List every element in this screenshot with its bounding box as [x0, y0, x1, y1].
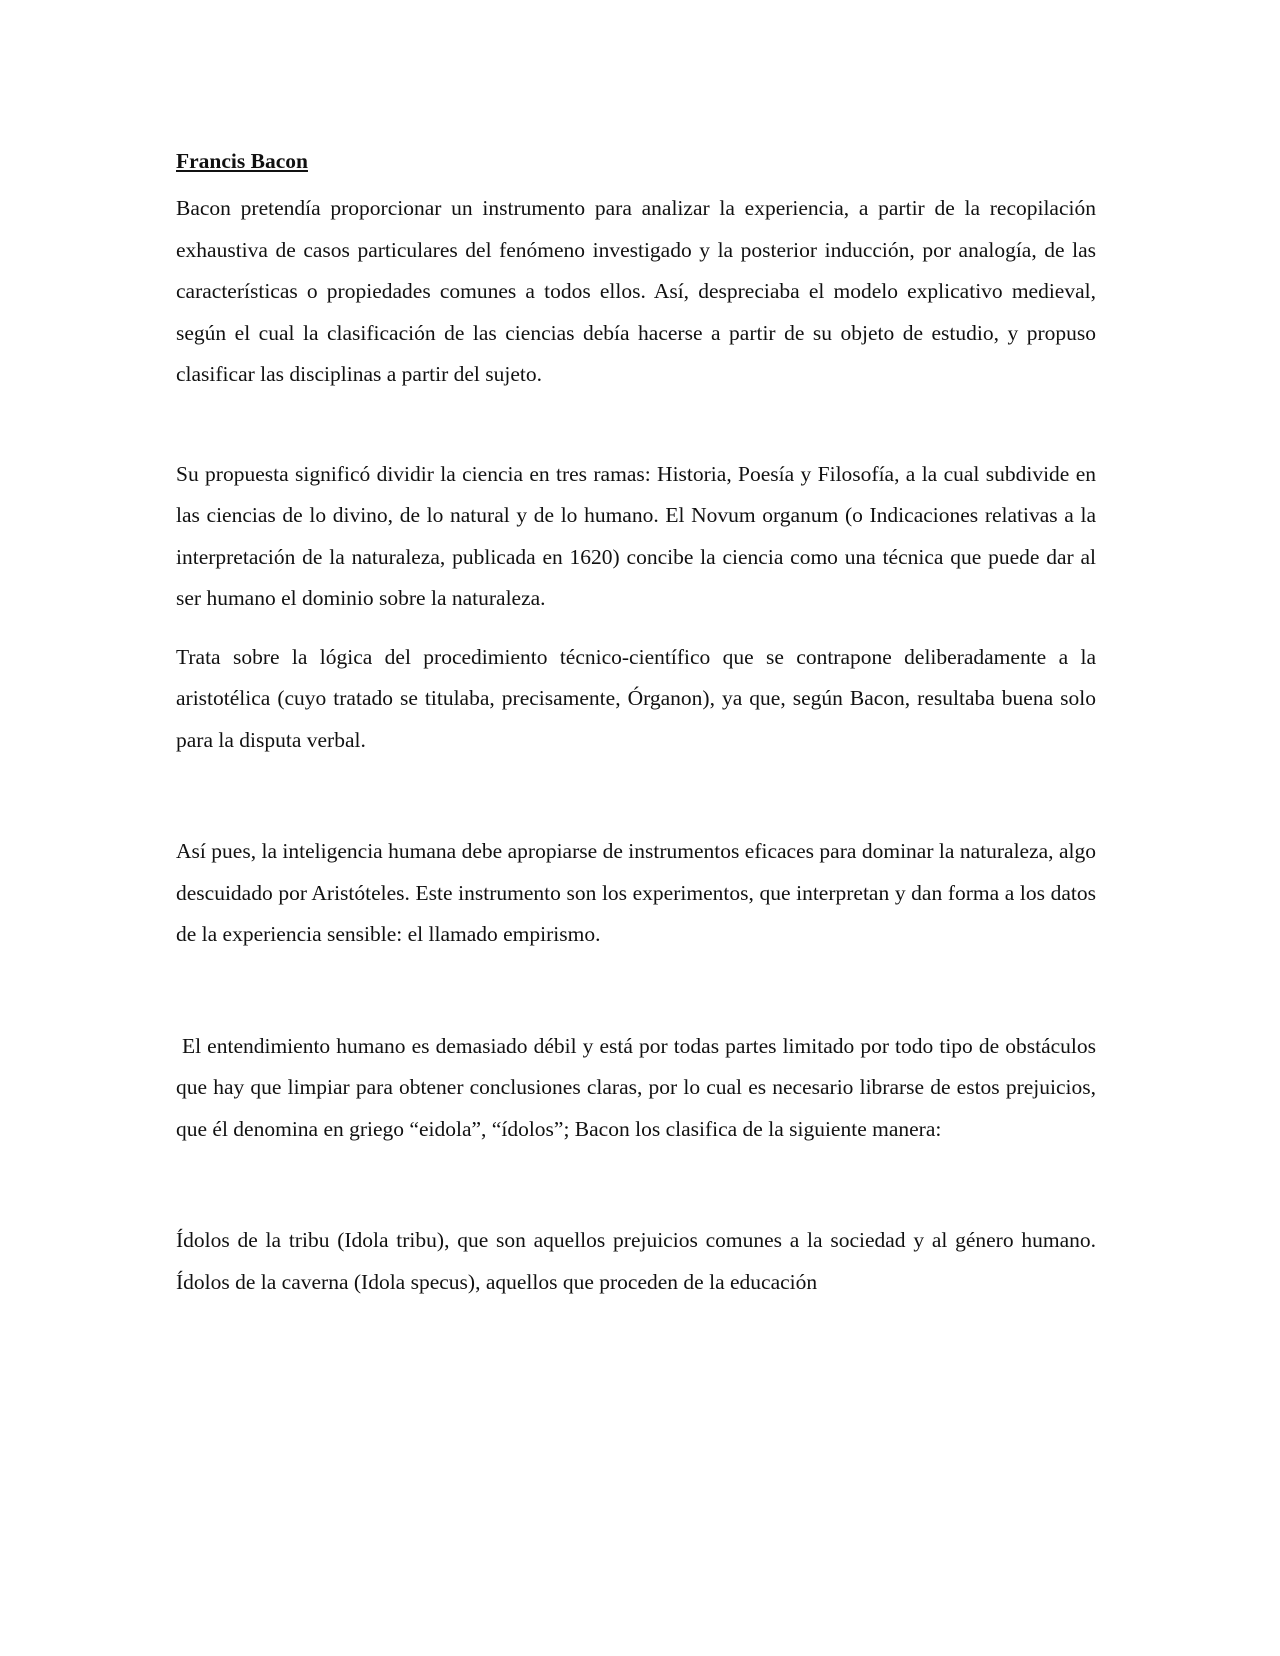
- paragraph-3: Trata sobre la lógica del procedimiento técnico-científico que se contrapone deliberadamente a la aristotélica (cuyo tratado se titulaba, precisamente, Órganon), ya que, según Bacon, resultaba buena solo para la disputa verbal.: [176, 644, 1096, 752]
- paragraph-4: Así pues, la inteligencia humana debe apropiarse de instrumentos eficaces para dominar la naturaleza, algo descuidado por Aristóteles. Este instrumento son los experimentos, que interpretan y dan forma a los datos de la experiencia sensible: el llamado empirismo.: [176, 839, 1096, 946]
- paragraph-5: El entendimiento humano es demasiado débil y está por todas partes limitado por todo tipo de obstáculos que hay que limpiar para obtener conclusiones claras, por lo cual es necesario librarse de estos prejuicios, que él denomina en griego “eidola”, “ídolos”; Bacon los clasifica de la siguiente manera:: [176, 1033, 1096, 1141]
- paragraph-6: Ídolos de la tribu (Idola tribu), que son aquellos prejuicios comunes a la sociedad y al género humano. Ídolos de la caverna (Idola specus), aquellos que proceden de la educación: [176, 1228, 1096, 1294]
- paragraph-1: Bacon pretendía proporcionar un instrumento para analizar la experiencia, a partir de la recopilación exhaustiva de casos particulares del fenómeno investigado y la posterior inducción, por analogía, de las características o propiedades comunes a todos ellos. Así, despreciaba el modelo explicativo medieval, según el cual la clasificación de las ciencias debía hacerse a partir de su objeto de estudio, y propuso clasificar las disciplinas a partir del sujeto.: [176, 196, 1096, 386]
- paragraph-2: Su propuesta significó dividir la ciencia en tres ramas: Historia, Poesía y Filosofía, a la cual subdivide en las ciencias de lo divino, de lo natural y de lo humano. El Novum organum (o Indicaciones relativas a la interpretación de la naturaleza, publicada en 1620) concibe la ciencia como una técnica que puede dar al ser humano el dominio sobre la naturaleza.: [176, 461, 1096, 610]
- document-body: [176, 140, 1096, 1303]
- document-title: Francis Bacon: [176, 149, 308, 173]
